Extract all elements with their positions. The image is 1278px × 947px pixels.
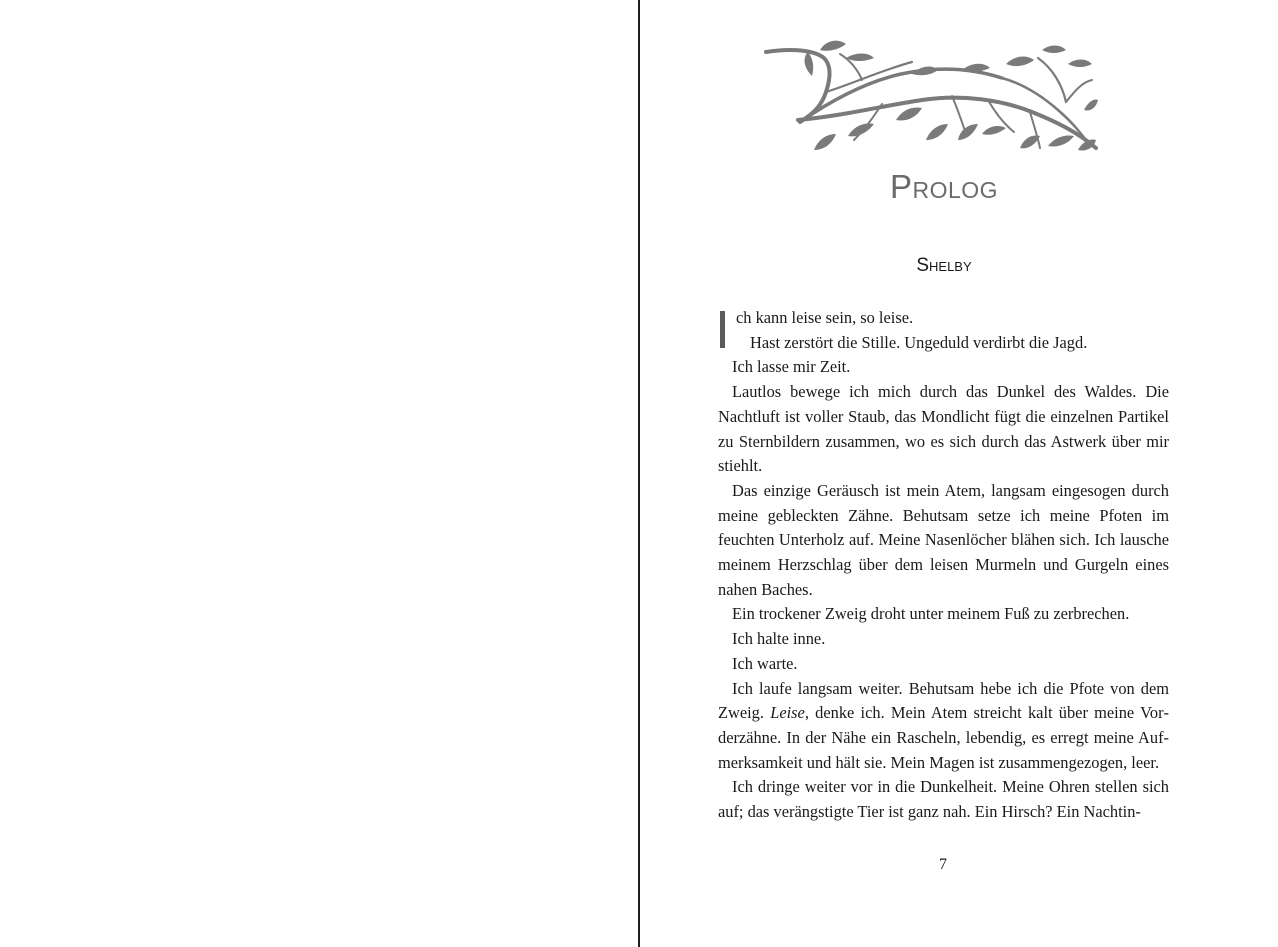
paragraph-text: Lautlos bewege ich mich durch das Dunkel des Waldes. Die Nachtluft ist voller Staub, das Mondlicht fügt die einzelnen Partikel zu Sternbildern zusammen, wo es sich durch das Astwerk über mir stiehlt. <box>718 382 1169 476</box>
paragraph-text: ch kann leise sein, so leise. <box>736 308 914 327</box>
paragraph-text: Ein trockener Zweig droht unter meinem Fuß zu zerbrechen. <box>732 604 1130 624</box>
paragraph <box>718 306 1169 331</box>
paragraph-text: , denke ich. Mein Atem streicht kalt über meine Vorderzähne. In der Nähe ein Rascheln, lebendig, es erregt meine Aufmerksamkeit und hält sie. Mein Magen ist zusammengezogen, leer. <box>718 703 1169 772</box>
branch-with-leaves-icon <box>762 40 1098 158</box>
chapter-title: Prolog <box>889 168 999 205</box>
drop-cap-bar <box>720 311 725 348</box>
paragraph-text: Ich dringe weiter vor in die Dunkelheit. Meine Ohren stellen sich auf; das verängstigte Tier ist ganz nah. Ein Hirsch? Ein Nachtin- <box>718 777 1169 822</box>
emphasis-text: Leise <box>770 703 805 723</box>
paragraph <box>718 479 1169 603</box>
body-text <box>718 306 1169 825</box>
paragraph-text: Ich laufe langsam weiter. Behutsam hebe ich die Pfote von dem Zweig. <box>718 678 1169 723</box>
paragraph <box>718 677 1169 776</box>
paragraph <box>718 355 1169 380</box>
paragraph-text: Ich warte. <box>732 653 798 673</box>
page-number: 7 <box>939 856 947 873</box>
paragraph <box>718 627 1169 652</box>
paragraph-text: Das einzige Geräusch ist mein Atem, langsam eingesogen durch meine gebleckten Zähne. Behutsam setze ich meine Pfoten im feuchten Unterholz auf. Meine Nasenlöcher blähen sich. Ich lausche meinem Herzschlag über dem leisen Murmeln und Gurgeln eines nahen Baches. <box>718 480 1169 599</box>
paragraph <box>718 652 1169 677</box>
paragraph <box>718 775 1169 824</box>
paragraph-text: Ich halte inne. <box>732 629 826 649</box>
left-page-blank <box>0 0 638 947</box>
paragraph-text: Ich lasse mir Zeit. <box>732 357 851 377</box>
right-page <box>640 0 1278 947</box>
paragraph <box>718 380 1169 479</box>
paragraph <box>718 602 1169 627</box>
pov-character-name: Shelby <box>916 255 972 276</box>
paragraph <box>718 331 1169 356</box>
paragraph-text: Hast zerstört die Stille. Ungeduld verdirbt die Jagd. <box>750 332 1088 352</box>
